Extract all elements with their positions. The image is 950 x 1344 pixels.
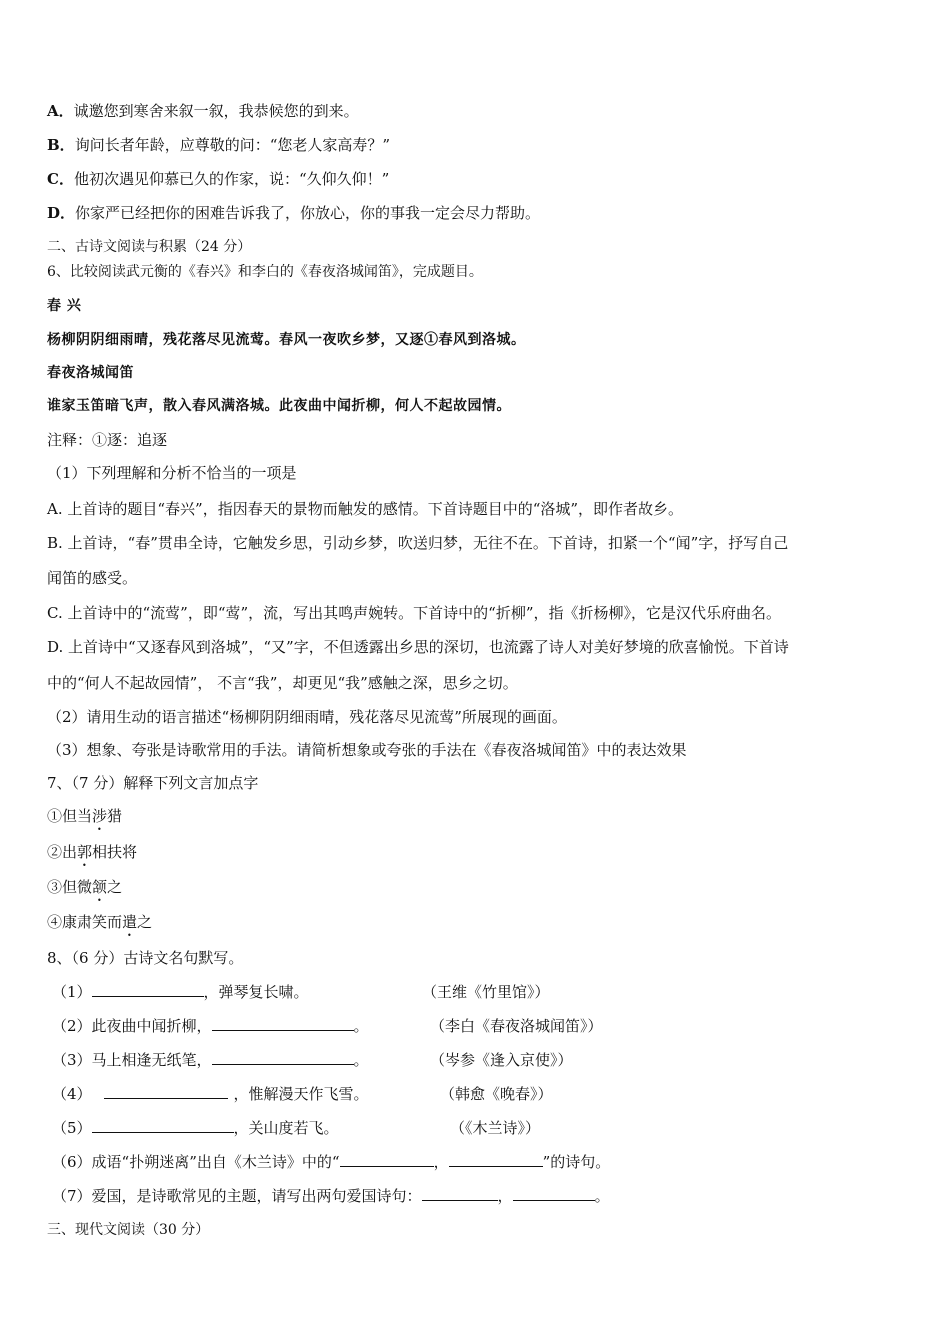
q8-line-7 xyxy=(52,1186,610,1206)
poem2-title: 春夜洛城闻笛 xyxy=(47,365,134,381)
item-text: ②出 xyxy=(47,843,78,861)
answer-blank[interactable] xyxy=(422,1186,498,1201)
answer-blank[interactable] xyxy=(212,1050,354,1065)
q6-sub2: （2）请用生动的语言描述“杨柳阴阴细雨晴，残花落尽见流莺”所展现的画面。 xyxy=(47,708,567,726)
item-text: 相扶将 xyxy=(92,843,138,861)
answer-blank[interactable] xyxy=(449,1152,543,1167)
option-letter: C． xyxy=(47,170,74,188)
item-text: 猎 xyxy=(107,807,123,825)
q7-item-2 xyxy=(47,842,137,870)
q8-line-1 xyxy=(52,982,309,1002)
answer-blank[interactable] xyxy=(212,1016,354,1031)
q5-option-a xyxy=(47,101,359,121)
item-text: ③但微 xyxy=(47,878,93,896)
q6-option-c: C. 上首诗中的“流莺”，即“莺”，流，写出其鸣声婉转。下首诗中的“折柳”，指《折杨柳》，它是汉代乐府曲名。 xyxy=(47,604,781,622)
q8-source-3: （岑参《逢入京使》） xyxy=(430,1051,573,1069)
item-text: 之 xyxy=(137,913,153,931)
line-number: （4） xyxy=(52,1085,92,1103)
line-number: （5） xyxy=(52,1119,92,1137)
q7-item-3 xyxy=(47,877,122,905)
q7-item-1 xyxy=(47,806,122,834)
q8-line-6 xyxy=(52,1152,610,1172)
answer-blank[interactable] xyxy=(104,1084,228,1099)
line-text: 。 xyxy=(594,1187,610,1205)
poem2-text: 谁家玉笛暗飞声，散入春风满洛城。此夜曲中闻折柳，何人不起故园情。 xyxy=(47,398,511,414)
q8-source-1: （王维《竹里馆》） xyxy=(422,983,550,1001)
q8-source-4: （韩愈《晚春》） xyxy=(440,1085,553,1103)
item-text: ①但当 xyxy=(47,807,93,825)
item-text: 之 xyxy=(107,878,123,896)
option-letter: D． xyxy=(47,204,76,222)
poem1-title: 春 兴 xyxy=(47,298,82,314)
q5-option-b xyxy=(47,135,390,155)
section-3-title: 三、现代文阅读（30 分） xyxy=(47,1222,210,1238)
line-number: （1） xyxy=(52,983,92,1001)
line-text: ，惟解漫天作飞雪。 xyxy=(233,1085,369,1103)
q8-stem: 8、（6 分）古诗文名句默写。 xyxy=(47,949,244,967)
dotted-char: 郭 xyxy=(77,843,93,861)
option-text: 诚邀您到寒舍来叙一叙，我恭候您的到来。 xyxy=(73,102,359,120)
q8-line-3 xyxy=(52,1050,369,1070)
dotted-char: 涉 xyxy=(92,807,108,825)
section-2-title: 二、古诗文阅读与积累（24 分） xyxy=(47,239,252,255)
q8-line-5 xyxy=(52,1118,339,1138)
answer-blank[interactable] xyxy=(513,1186,595,1201)
q6-option-a: A. 上首诗的题目“春兴”，指因春天的景物而触发的感情。下首诗题目中的“洛城”，即作者故乡。 xyxy=(47,500,684,518)
q7-stem: 7、（7 分）解释下列文言加点字 xyxy=(47,774,259,792)
line-text: （2）此夜曲中闻折柳， xyxy=(52,1017,212,1035)
q6-option-d-line1: D. 上首诗中“又逐春风到洛城”，“又”字，不但透露出乡思的深切，也流露了诗人对美好梦境的欣喜愉悦。下首诗 xyxy=(47,638,789,656)
line-text: ，弹琴复长啸。 xyxy=(203,983,309,1001)
answer-blank[interactable] xyxy=(340,1152,434,1167)
line-text: ”的诗句。 xyxy=(542,1153,611,1171)
q6-note: 注释：①逐：追逐 xyxy=(47,431,168,449)
q6-option-b-line2: 闻笛的感受。 xyxy=(47,569,138,587)
answer-blank[interactable] xyxy=(92,1118,234,1133)
q8-source-2: （李白《春夜洛城闻笛》） xyxy=(430,1017,603,1035)
q6-stem: 6、比较阅读武元衡的《春兴》和李白的《春夜洛城闻笛》，完成题目。 xyxy=(47,264,483,280)
q8-line-4 xyxy=(52,1084,369,1104)
line-text: 。 xyxy=(353,1051,369,1069)
line-text: 。 xyxy=(353,1017,369,1035)
line-text: （3）马上相逢无纸笔， xyxy=(52,1051,212,1069)
q6-option-d-line2: 中的“何人不起故园情”， 不言“我”，却更见“我”感触之深，思乡之切。 xyxy=(47,674,518,692)
answer-blank[interactable] xyxy=(92,982,204,997)
dotted-char: 遣 xyxy=(122,913,138,931)
option-text: 询问长者年龄，应尊敬的问：“您老人家高寿？” xyxy=(74,136,391,154)
line-text: ， xyxy=(433,1153,449,1171)
q8-line-2 xyxy=(52,1016,369,1036)
dotted-char: 颔 xyxy=(92,878,108,896)
line-text: ，关山度若飞。 xyxy=(233,1119,339,1137)
q5-option-d xyxy=(47,203,540,223)
option-text: 他初次遇见仰慕已久的作家，说：“久仰久仰！” xyxy=(73,170,390,188)
q5-option-c xyxy=(47,169,389,189)
line-text: ， xyxy=(497,1187,513,1205)
q7-item-4 xyxy=(47,912,152,940)
poem1-text: 杨柳阴阴细雨晴，残花落尽见流莺。春风一夜吹乡梦，又逐①春风到洛城。 xyxy=(47,332,526,348)
line-text: （6）成语“扑朔迷离”出自《木兰诗》中的“ xyxy=(52,1153,340,1171)
q6-sub3: （3）想象、夸张是诗歌常用的手法。请简析想象或夸张的手法在《春夜洛城闻笛》中的表达效果 xyxy=(47,741,687,759)
q6-sub1: （1）下列理解和分析不恰当的一项是 xyxy=(47,464,297,482)
option-text: 你家严已经把你的困难告诉我了，你放心，你的事我一定会尽力帮助。 xyxy=(75,204,541,222)
line-text: （7）爱国，是诗歌常见的主题，请写出两句爱国诗句： xyxy=(52,1187,422,1205)
item-text: ④康肃笑而 xyxy=(47,913,123,931)
q6-option-b-line1: B. 上首诗，“春”贯串全诗，它触发乡思，引动乡梦，吹送归梦，无往不在。下首诗，扣紧一个“闻”字，抒写自己 xyxy=(47,534,789,552)
option-letter: A． xyxy=(47,102,74,120)
q8-source-5: （《木兰诗》） xyxy=(450,1119,541,1137)
option-letter: B． xyxy=(47,136,75,154)
